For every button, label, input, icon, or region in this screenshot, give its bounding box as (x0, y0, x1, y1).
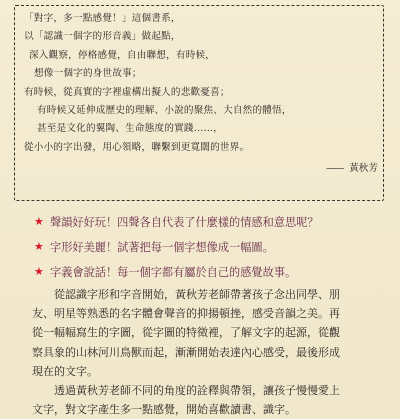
feature-item (34, 212, 394, 231)
quote-line: 以「認識一個字的形音義」做起點， (24, 31, 181, 43)
quote-line: 想像一個字的身世故事； (34, 68, 142, 80)
paragraph-1 (32, 285, 380, 381)
paragraph-line: 現在的文字。 (32, 364, 98, 378)
paragraph-line: 文字，對文字產生多一點感覺，開始喜歡讀書、識字。 (32, 403, 296, 417)
feature-item (34, 262, 394, 281)
feature-list (34, 212, 394, 287)
description-text (32, 285, 380, 419)
quote-line: 有時候又延伸成歷史的理解、小說的聚焦、大自然的體悟， (37, 105, 292, 117)
feature-item (34, 237, 394, 256)
paragraph-line: 從一幅幅寫生的字圖，從字圖的特徵裡，了解文字的起源，從觀 (32, 326, 340, 340)
paragraph-line: 友、明星等熟悉的名字體會聲音的抑揚頓挫，感受音韻之美。再 (32, 307, 340, 321)
quote-line: 有時候，從真實的字裡虛構出擬人的悲歡憂喜； (24, 86, 230, 98)
signature-name: 黃秋芳 (349, 163, 378, 174)
signature-dash: —— (326, 163, 344, 174)
quote-line: 深入觀察，停格感覺，自由聯想，有時候， (29, 49, 216, 61)
quote-text (24, 10, 374, 157)
feature-text: 字義會說話！每一個字都有屬於自己的感覺故事。 (50, 265, 297, 279)
quote-line: 甚至是文化的翼陶、生命態度的實踐……， (37, 123, 224, 135)
star-icon: ★ (34, 265, 44, 278)
star-icon: ★ (34, 215, 44, 228)
feature-text: 字形好美麗！試著把每一個字想像成一幅圖。 (50, 240, 274, 254)
feature-text: 聲韻好好玩！四聲各自代表了什麼樣的情感和意思呢？ (50, 215, 319, 229)
quote-signature (326, 160, 378, 174)
paragraph-line: 察具象的山林河川鳥獸而起，漸漸開始表達內心感受，最後形成 (32, 345, 340, 359)
paragraph-2 (32, 381, 380, 419)
star-icon: ★ (34, 240, 44, 253)
paragraph-line: 透過黃秋芳老師不同的角度的詮釋與帶領，讓孩子慢慢愛上 (32, 384, 340, 398)
quote-line: 「對字，多一點感覺！」這個書系， (24, 13, 181, 24)
paragraph-line: 從認識字形和字音開始，黃秋芳老師帶著孩子念出同學、朋 (32, 288, 340, 301)
quote-line: 從小小的字出發，用心領略，聯繫到更寬闊的世界。 (24, 141, 250, 153)
